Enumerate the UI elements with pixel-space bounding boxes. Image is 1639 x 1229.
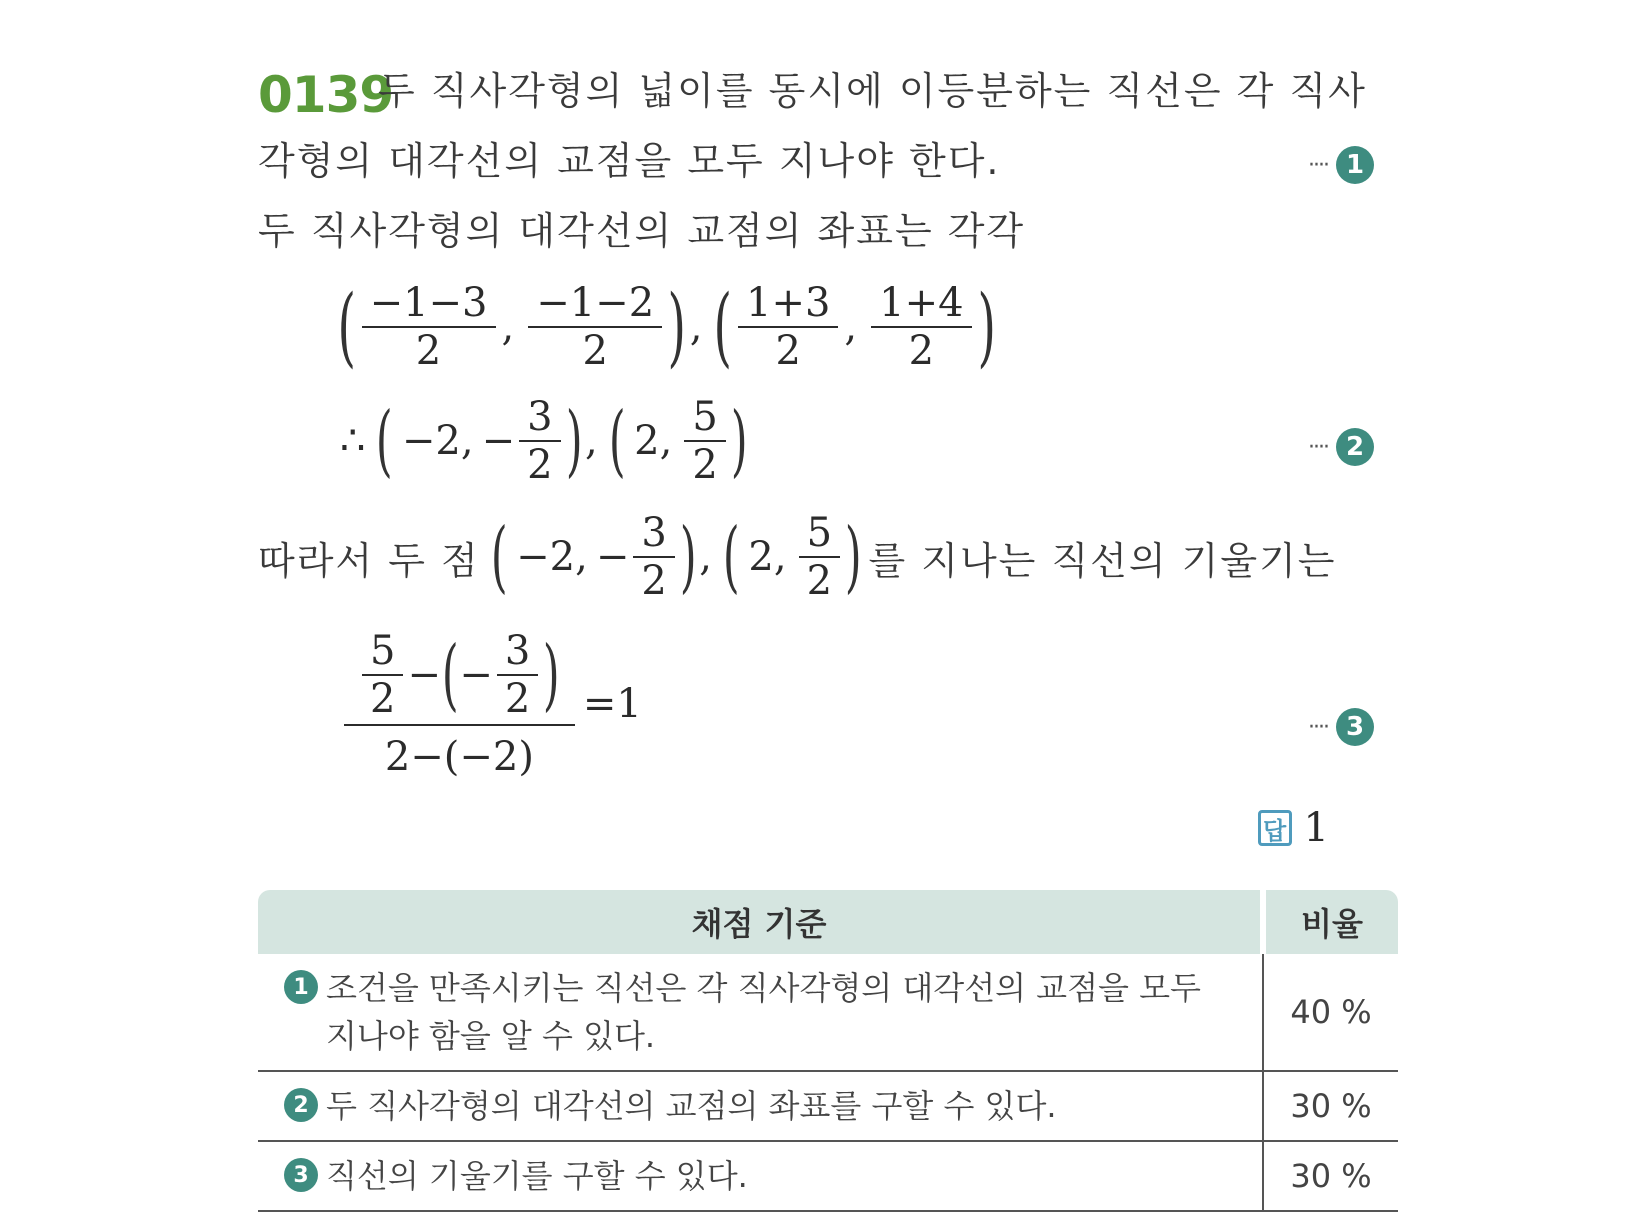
- left-paren: (: [713, 277, 733, 377]
- fraction: $\frac{5}{2}$: [684, 396, 725, 486]
- slope-sentence: 따라서 두 점 ( −2, − $\frac{3}{2}$ ) , ( 2, $\frac{5}{2}$ ) 를 지나는 직선의 기울기는: [258, 510, 1337, 604]
- answer: [1258, 805, 1329, 851]
- answer-icon: 답: [1258, 810, 1292, 846]
- right-paren: ): [667, 277, 687, 377]
- fraction: $\frac{1+4}{2}$: [871, 282, 971, 372]
- circle-number-1: 1: [284, 970, 318, 1004]
- ratio-cell: 30 %: [1263, 1141, 1398, 1211]
- problem-line-2: 각형의 대각선의 교점을 모두 지나야 한다.: [258, 139, 1001, 183]
- slope-computation: [340, 630, 642, 778]
- header-criteria: 채점 기준: [258, 890, 1263, 954]
- circle-number-2: 2: [1336, 428, 1374, 466]
- fraction: $\frac{5}{2}$: [362, 630, 403, 720]
- arrow-icon: ····: [1308, 714, 1328, 740]
- fraction: $\frac{-1-2}{2}$: [528, 282, 662, 372]
- fraction: $\frac{3}{2}$: [497, 630, 538, 720]
- fraction: $\frac{5}{2}$: [799, 512, 840, 602]
- arrow-icon: ····: [1308, 152, 1328, 178]
- table-row: 3 직선의 기울기를 구할 수 있다. 30 %: [258, 1141, 1398, 1211]
- fraction: $\frac{1+3}{2}$: [738, 282, 838, 372]
- left-paren: (: [337, 277, 357, 377]
- table-row: 1 조건을 만족시키는 직선은 각 직사각형의 대각선의 교점을 모두 지나야 함을 알 수 있다. 40 %: [258, 954, 1398, 1071]
- midpoint-expression: ( $\frac{-1-3}{2}$ , $\frac{-1-2}{2}$ ) , ( $\frac{1+3}{2}$ , $\frac{1+4}{2}$ ): [337, 277, 996, 377]
- step-marker-2: [1308, 428, 1374, 466]
- circle-number-1: 1: [1336, 146, 1374, 184]
- circle-number-2: 2: [284, 1088, 318, 1122]
- circle-number-3: 3: [284, 1158, 318, 1192]
- fraction: $\frac{3}{2}$: [633, 512, 674, 602]
- big-fraction: $\frac{5}{2}$ − ( − $\frac{3}{2}$ ) 2−(−2): [344, 630, 575, 778]
- ratio-cell: 30 %: [1263, 1071, 1398, 1141]
- problem-number: 0139: [258, 66, 394, 124]
- ratio-cell: 40 %: [1263, 954, 1398, 1071]
- step-marker-1: [1308, 146, 1374, 184]
- midpoint-result: ∴ ( −2, − $\frac{3}{2}$ ) , ( 2, $\frac{5}{2}$ ): [340, 394, 748, 488]
- answer-value: 1: [1303, 805, 1329, 851]
- header-ratio: 비율: [1263, 890, 1398, 954]
- fraction: $\frac{3}{2}$: [519, 396, 560, 486]
- problem-line-3: 두 직사각형의 대각선의 교점의 좌표는 각각: [258, 209, 1026, 253]
- arrow-icon: ····: [1308, 434, 1328, 460]
- fraction: $\frac{-1-3}{2}$: [362, 282, 496, 372]
- circle-number-3: 3: [1336, 708, 1374, 746]
- right-paren: ): [977, 277, 996, 377]
- table-row: 2 두 직사각형의 대각선의 교점의 좌표를 구할 수 있다. 30 %: [258, 1071, 1398, 1141]
- slope-result: =1: [582, 681, 642, 727]
- step-marker-3: [1308, 708, 1374, 746]
- grading-table: [258, 890, 1398, 1212]
- therefore-symbol: ∴: [340, 418, 366, 464]
- problem-line-1: 두 직사각형의 넓이를 동시에 이등분하는 직선은 각 직사: [378, 69, 1367, 113]
